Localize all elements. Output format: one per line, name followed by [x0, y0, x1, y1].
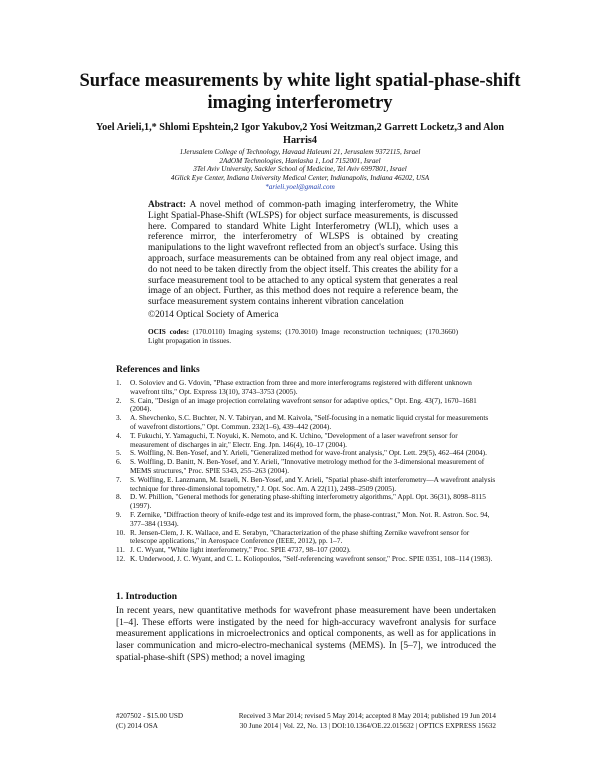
abstract-text: A novel method of common-path imaging interferometry, the White Light Spatial-Phase-Shift (WLSPS) for object surface measurements, is discussed here. Compared to standard White Light Interferometry (WLI), which uses a reference mirror, the interferometry of WLSPS is obtained by creating manipulations to the light wavefront reflected from an object's surface. Using this approach, surface measurements can be obtained from any real object image, and do not need to be taken directly from the object itself. This creates the ability for a surface measurement tool to be attached to any optical system that generates a real image of an object. Further, as this method does not require a reference beam, the surface measurement system contains inherent vibration cancelation [148, 200, 459, 308]
reference-text: R. Jensen-Clem, J. K. Wallace, and E. Serabyn, "Characterization of the phase shifting Zernike wavefront sensor for telescope applications," in Aerospace Conference (IEEE, 2012), pp. 1–7. [130, 527, 470, 546]
reference-number: 3. [116, 413, 122, 423]
affiliation-2: 2AdOM Technologies, Hanlasha 1, Lod 7152001, Israel [219, 156, 381, 165]
reference-number: 10. [116, 527, 126, 537]
reference-text: S. Wolfling, E. Lanzmann, M. Israeli, N. Ben-Yosef, and Y. Arieli, "Spatial phase-shift interferometry—A wavefront analysis technique for three-dimensional topometry," J. Opt. Soc. Am. A 22(11), 2498–2509 (2005). [130, 474, 496, 493]
author-list: Yoel Arieli,1,* Shlomi Epshtein,2 Igor Yakubov,2 Yosi Weitzman,2 Garrett Locketz,3 and Alon Harris4 [95, 122, 505, 146]
corresponding-email[interactable]: *arieli.yoel@gmail.com [265, 182, 335, 191]
ocis-label: OCIS codes: [148, 326, 190, 336]
reference-number: 2. [116, 395, 122, 405]
reference-item [116, 432, 496, 450]
reference-text: D. W. Phillion, "General methods for generating phase-shifting interferometry algorithms," Appl. Opt. 36(31), 8098–8115 (1997). [130, 492, 486, 511]
footer-dates: Received 3 Mar 2014; revised 5 May 2014; accepted 8 May 2014; published 19 Jun 2014 [238, 712, 496, 720]
section-heading-introduction: 1. Introduction [116, 592, 178, 602]
reference-item [116, 555, 496, 564]
reference-text: O. Soloviev and G. Vdovin, "Phase extraction from three and more interferograms registered with different unknown wavefront tilts," Opt. Express 13(10), 3743–3753 (2005). [130, 378, 472, 396]
reference-number: 11. [116, 545, 125, 555]
affiliation-1: 1Jerusalem College of Technology, Havaad Haleumi 21, Jerusalem 9372115, Israel [179, 148, 421, 156]
ocis-codes [148, 327, 458, 345]
abstract [148, 200, 458, 345]
reference-item [116, 493, 496, 511]
affiliation-3: 3Tel Aviv University, Sackler School of Medicine, Tel Aviv 6997801, Israel [193, 165, 407, 174]
reference-list [116, 379, 496, 564]
reference-text: T. Fukuchi, Y. Yamaguchi, T. Noyuki, K. Nemoto, and K. Uchino, "Development of a laser wavefront sensor for measurement of discharges in air," Electr. Eng. Jpn. 146(4), 10–17 (2004). [130, 430, 458, 449]
reference-number: 5. [116, 448, 122, 458]
reference-item [116, 458, 496, 476]
footer-citation: 30 June 2014 | Vol. 22, No. 13 | DOI:10.1364/OE.22.015632 | OPTICS EXPRESS 15632 [239, 722, 496, 730]
reference-item [116, 379, 496, 397]
reference-item [116, 476, 496, 494]
affiliation-4: 4Glick Eye Center, Indiana University Medical Center, Indianapolis, Indiana 46202, USA [170, 174, 430, 183]
reference-text: F. Zernike, "Diffraction theory of knife-edge test and its improved form, the phase-contrast," Mon. Not. R. Astron. Soc. 94, 377–384 (1934). [130, 509, 490, 528]
footer-copyright: (C) 2014 OSA [116, 722, 158, 730]
reference-text: J. C. Wyant, "White light interferometry," Proc. SPIE 4737, 98–107 (2002). [130, 545, 351, 555]
introduction-paragraph: In recent years, new quantitative methods for wavefront phase measurement have been undertaken [1–4]. These efforts were instigated by the need for high-accuracy wavefront analysis for surface measurement applications in microelectronics and optical components, as well as for applications in laser communication and micro-electro-mechanical systems (MEMS). In [5–7], we introduced the spatial-phase-shift (SPS) method; a novel imaging [116, 606, 496, 663]
abstract-label: Abstract: [148, 200, 187, 210]
reference-number: 4. [116, 430, 122, 440]
references-heading: References and links [116, 365, 200, 375]
introduction-body [116, 606, 496, 665]
reference-number: 6. [116, 457, 122, 467]
reference-text: K. Underwood, J. C. Wyant, and C. L. Koliopoulos, "Self-referencing wavefront sensor," Proc. SPIE 0351, 108–114 (1983). [130, 553, 493, 563]
reference-text: S. Wolfling, N. Ben-Yosef, and Y. Arieli, "Generalized method for wave-front analysis," Opt. Lett. 29(5), 462–464 (2004). [130, 448, 487, 458]
ocis-text: (170.0110) Imaging systems; (170.3010) Image reconstruction techniques; (170.3660) Light propagation in tissues. [148, 326, 459, 345]
footer-left [116, 711, 183, 731]
reference-number: 12. [116, 553, 126, 563]
affiliations [120, 148, 480, 192]
reference-item [116, 529, 496, 547]
reference-text: S. Cain, "Design of an image projection correlating wavefront sensor for adaptive optics," Opt. Eng. 43(7), 1670–1681 (2004). [130, 395, 477, 414]
reference-text: A. Shevchenko, S.C. Buchter, N. V. Tabiryan, and M. Kaivola, "Self-focusing in a nematic liquid crystal for measurements of wavefront distortions," Opt. Commun. 232(1–6), 439–442 (2004). [130, 413, 489, 431]
reference-item [116, 397, 496, 415]
reference-number: 7. [116, 474, 122, 484]
reference-number: 8. [116, 492, 122, 502]
footer-right [239, 711, 496, 731]
reference-item [116, 511, 496, 529]
reference-text: S. Wolfling, D. Banitt, N. Ben-Yosef, and Y. Arieli, "Innovative metrology method for the 3-dimensional measurement of MEMS structures," Proc. SPIE 5343, 255–263 (2004). [130, 457, 485, 475]
reference-number: 1. [116, 378, 122, 387]
reference-item [116, 414, 496, 432]
copyright-notice: ©2014 Optical Society of America [148, 309, 279, 320]
reference-number: 9. [116, 509, 122, 519]
paper-title: Surface measurements by white light spatial-phase-shift imaging interferometry [79, 71, 521, 113]
footer-price: #207502 - $15.00 USD [116, 712, 184, 720]
